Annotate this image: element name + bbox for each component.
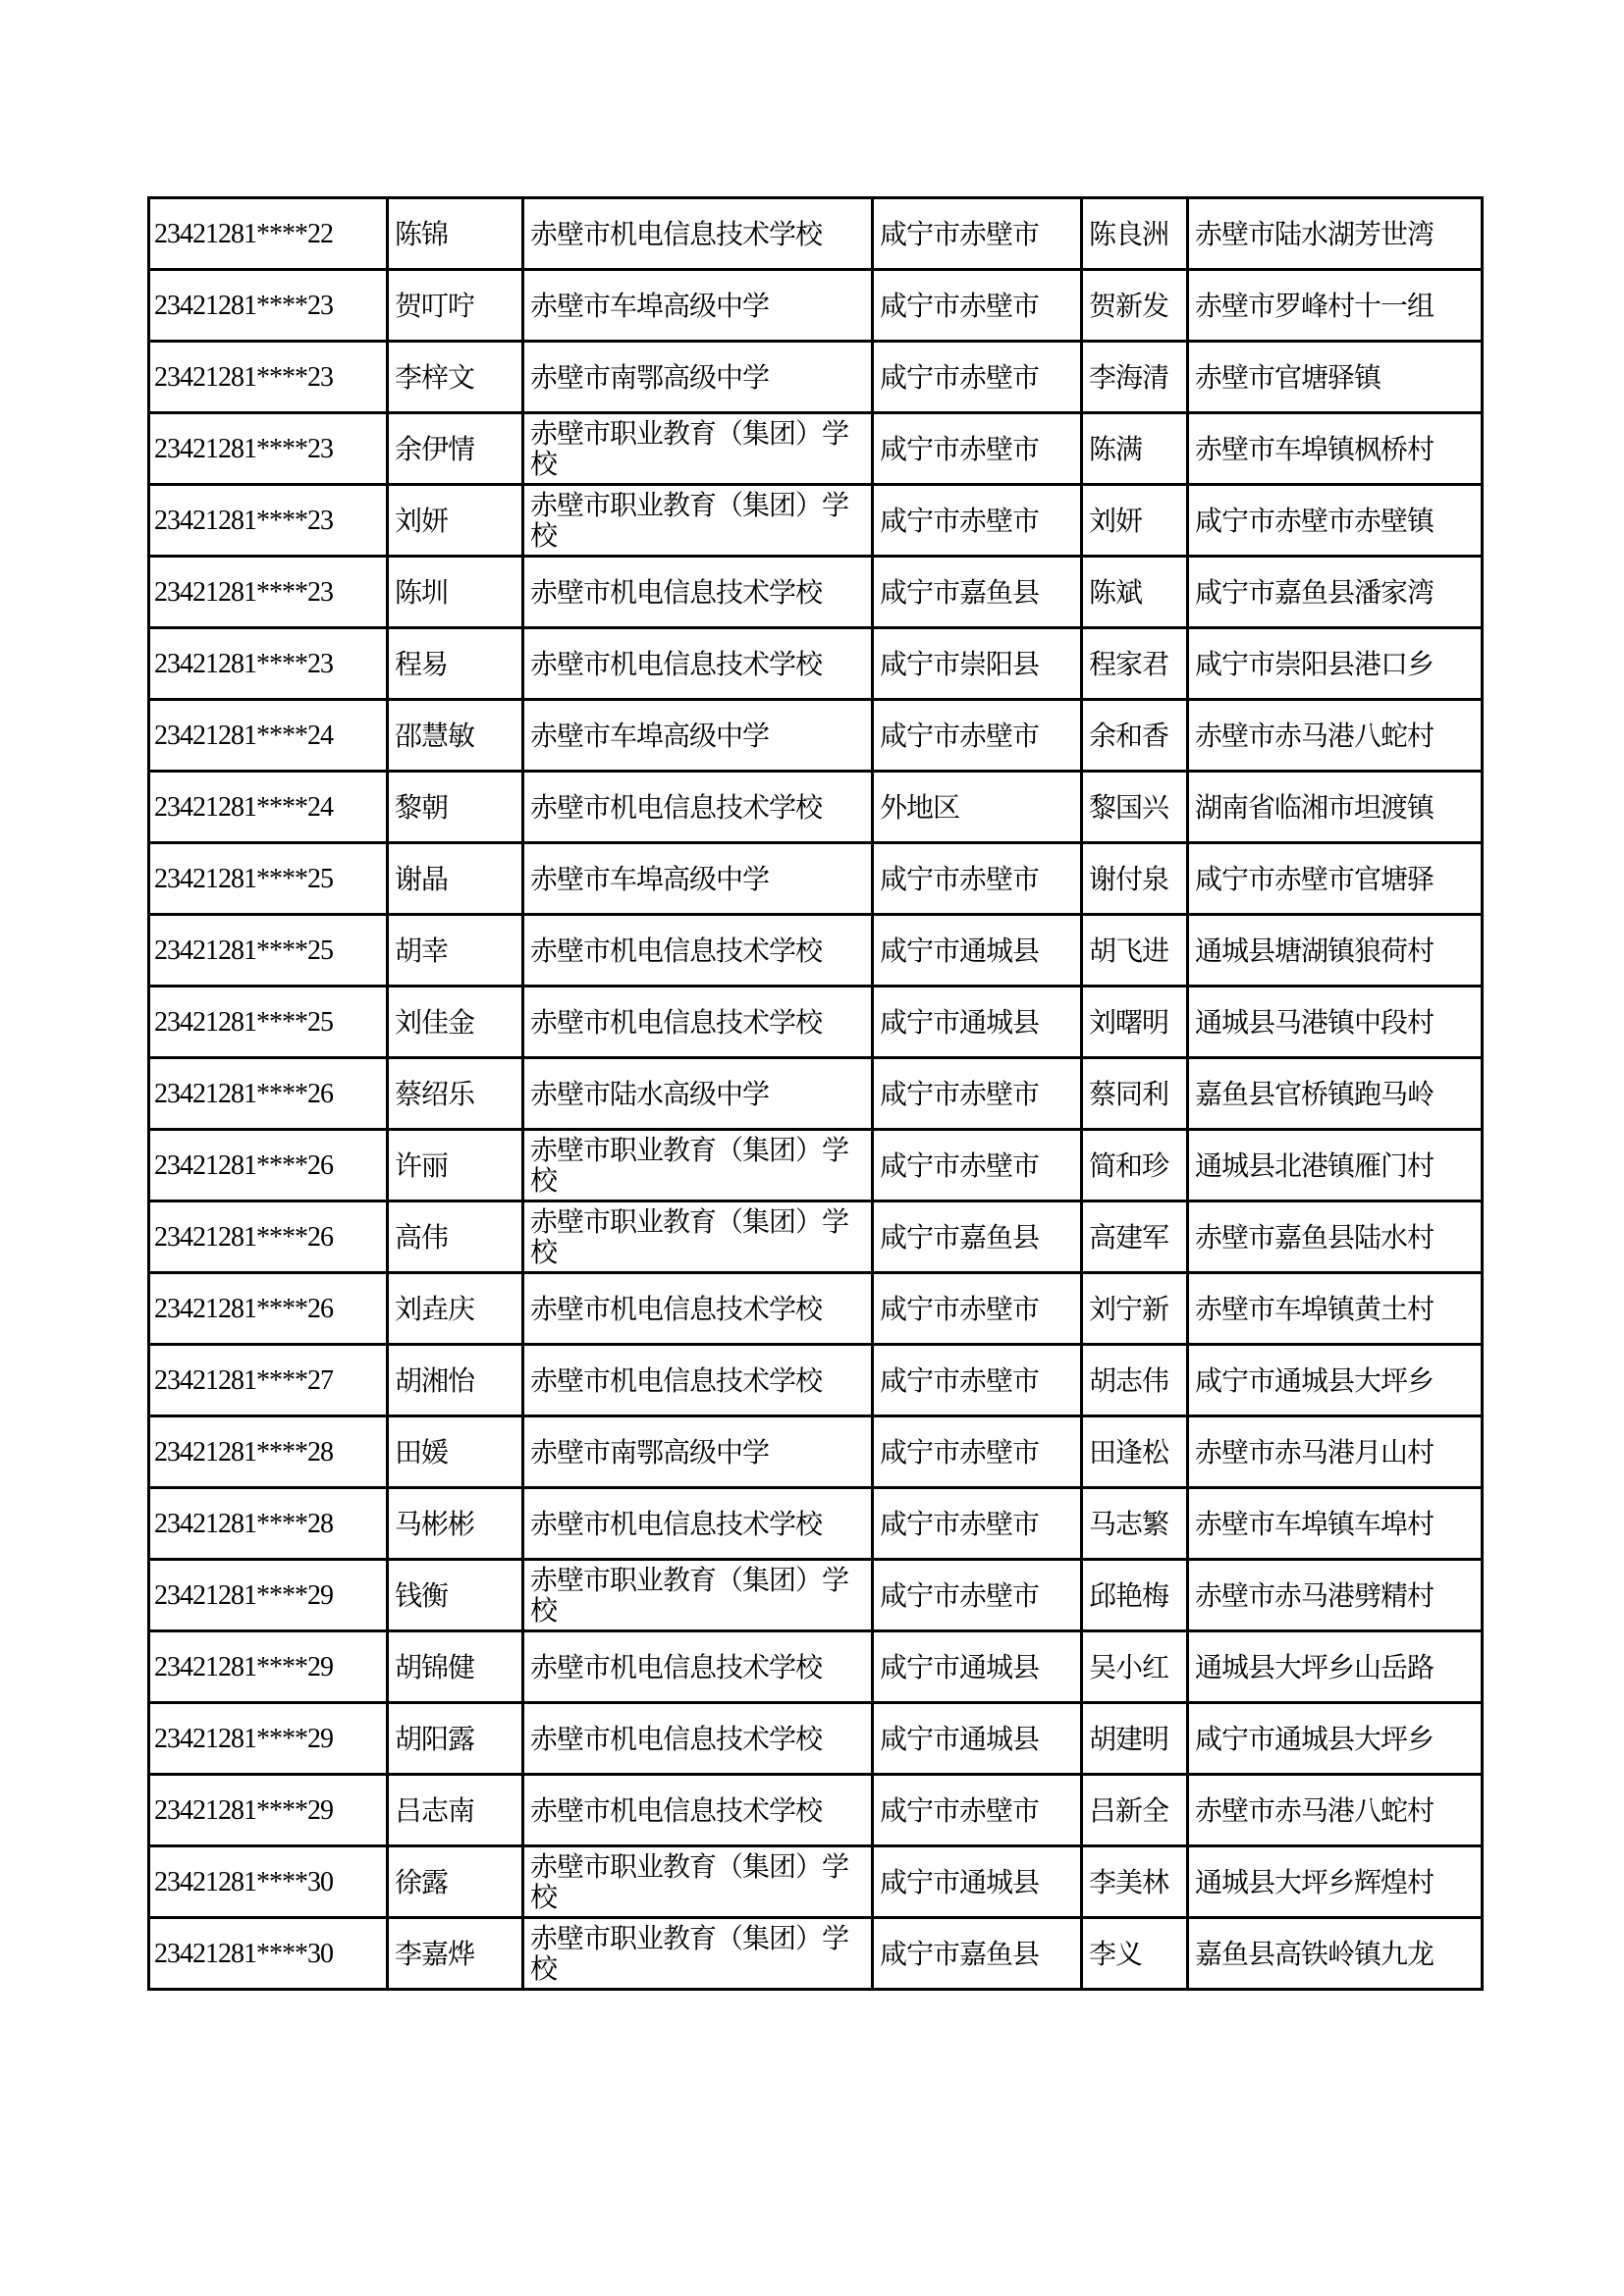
- parent-name-cell: 刘妍: [1082, 485, 1188, 557]
- address-cell: 通城县塘湖镇狼荷村: [1188, 915, 1483, 987]
- school-cell: 赤壁市机电信息技术学校: [523, 1631, 873, 1703]
- table-row: [149, 270, 1483, 342]
- school-cell: 赤壁市职业教育（集团）学校: [523, 413, 873, 485]
- school-cell: 赤壁市陆水高级中学: [523, 1058, 873, 1130]
- table-row: [149, 198, 1483, 270]
- id-cell: 23421281****24: [149, 700, 388, 772]
- parent-name-cell: 贺新发: [1082, 270, 1188, 342]
- parent-name-cell: 吴小红: [1082, 1631, 1188, 1703]
- parent-name-cell: 李海清: [1082, 342, 1188, 413]
- address-cell: 赤壁市陆水湖芳世湾: [1188, 198, 1483, 270]
- address-cell: 嘉鱼县高铁岭镇九龙: [1188, 1918, 1483, 1990]
- school-cell: 赤壁市机电信息技术学校: [523, 1775, 873, 1846]
- student-name-cell: 黎朝: [388, 772, 523, 843]
- table-row: [149, 628, 1483, 700]
- student-name-cell: 刘垚庆: [388, 1273, 523, 1345]
- id-cell: 23421281****23: [149, 342, 388, 413]
- region-cell: 咸宁市赤壁市: [873, 413, 1082, 485]
- school-cell: 赤壁市机电信息技术学校: [523, 628, 873, 700]
- table-row: [149, 1345, 1483, 1416]
- student-name-cell: 胡阳露: [388, 1703, 523, 1775]
- school-cell: 赤壁市车埠高级中学: [523, 700, 873, 772]
- id-cell: 23421281****29: [149, 1631, 388, 1703]
- id-cell: 23421281****30: [149, 1918, 388, 1990]
- student-name-cell: 邵慧敏: [388, 700, 523, 772]
- address-cell: 通城县大坪乡山岳路: [1188, 1631, 1483, 1703]
- school-cell: 赤壁市车埠高级中学: [523, 843, 873, 915]
- region-cell: 咸宁市通城县: [873, 1703, 1082, 1775]
- id-cell: 23421281****25: [149, 843, 388, 915]
- address-cell: 赤壁市车埠镇车埠村: [1188, 1488, 1483, 1560]
- address-cell: 咸宁市通城县大坪乡: [1188, 1703, 1483, 1775]
- address-cell: 赤壁市赤马港八蛇村: [1188, 1775, 1483, 1846]
- parent-name-cell: 吕新全: [1082, 1775, 1188, 1846]
- region-cell: 咸宁市赤壁市: [873, 1416, 1082, 1488]
- school-cell: 赤壁市机电信息技术学校: [523, 1703, 873, 1775]
- id-cell: 23421281****27: [149, 1345, 388, 1416]
- parent-name-cell: 李美林: [1082, 1846, 1188, 1918]
- student-name-cell: 蔡绍乐: [388, 1058, 523, 1130]
- id-cell: 23421281****26: [149, 1058, 388, 1130]
- school-cell: 赤壁市机电信息技术学校: [523, 557, 873, 628]
- parent-name-cell: 蔡同利: [1082, 1058, 1188, 1130]
- school-cell: 赤壁市机电信息技术学校: [523, 772, 873, 843]
- parent-name-cell: 余和香: [1082, 700, 1188, 772]
- parent-name-cell: 刘曙明: [1082, 987, 1188, 1058]
- id-cell: 23421281****28: [149, 1416, 388, 1488]
- id-cell: 23421281****25: [149, 987, 388, 1058]
- region-cell: 咸宁市嘉鱼县: [873, 557, 1082, 628]
- address-cell: 赤壁市赤马港八蛇村: [1188, 700, 1483, 772]
- school-cell: 赤壁市职业教育（集团）学校: [523, 485, 873, 557]
- region-cell: 咸宁市赤壁市: [873, 198, 1082, 270]
- table-row: [149, 843, 1483, 915]
- region-cell: 咸宁市赤壁市: [873, 1345, 1082, 1416]
- parent-name-cell: 田逢松: [1082, 1416, 1188, 1488]
- table-row: [149, 700, 1483, 772]
- address-cell: 赤壁市官塘驿镇: [1188, 342, 1483, 413]
- student-name-cell: 陈锦: [388, 198, 523, 270]
- table-row: [149, 1201, 1483, 1273]
- id-cell: 23421281****25: [149, 915, 388, 987]
- parent-name-cell: 邱艳梅: [1082, 1560, 1188, 1631]
- region-cell: 咸宁市赤壁市: [873, 700, 1082, 772]
- student-table: [147, 196, 1484, 1991]
- id-cell: 23421281****23: [149, 557, 388, 628]
- table-row: [149, 1488, 1483, 1560]
- region-cell: 咸宁市通城县: [873, 1846, 1082, 1918]
- student-name-cell: 程易: [388, 628, 523, 700]
- student-name-cell: 钱衡: [388, 1560, 523, 1631]
- table-row: [149, 1560, 1483, 1631]
- parent-name-cell: 胡建明: [1082, 1703, 1188, 1775]
- id-cell: 23421281****23: [149, 485, 388, 557]
- school-cell: 赤壁市职业教育（集团）学校: [523, 1201, 873, 1273]
- parent-name-cell: 胡飞进: [1082, 915, 1188, 987]
- table-row: [149, 485, 1483, 557]
- id-cell: 23421281****28: [149, 1488, 388, 1560]
- student-name-cell: 刘佳金: [388, 987, 523, 1058]
- id-cell: 23421281****23: [149, 270, 388, 342]
- table-row: [149, 915, 1483, 987]
- parent-name-cell: 胡志伟: [1082, 1345, 1188, 1416]
- school-cell: 赤壁市职业教育（集团）学校: [523, 1918, 873, 1990]
- address-cell: 咸宁市赤壁市官塘驿: [1188, 843, 1483, 915]
- table-row: [149, 1703, 1483, 1775]
- parent-name-cell: 黎国兴: [1082, 772, 1188, 843]
- table-row: [149, 1918, 1483, 1990]
- id-cell: 23421281****29: [149, 1560, 388, 1631]
- table-row: [149, 772, 1483, 843]
- parent-name-cell: 刘宁新: [1082, 1273, 1188, 1345]
- school-cell: 赤壁市职业教育（集团）学校: [523, 1560, 873, 1631]
- region-cell: 咸宁市通城县: [873, 1631, 1082, 1703]
- student-name-cell: 胡锦健: [388, 1631, 523, 1703]
- school-cell: 赤壁市南鄂高级中学: [523, 342, 873, 413]
- parent-name-cell: 程家君: [1082, 628, 1188, 700]
- address-cell: 咸宁市赤壁市赤壁镇: [1188, 485, 1483, 557]
- address-cell: 咸宁市通城县大坪乡: [1188, 1345, 1483, 1416]
- table-row: [149, 1058, 1483, 1130]
- parent-name-cell: 陈满: [1082, 413, 1188, 485]
- id-cell: 23421281****29: [149, 1775, 388, 1846]
- address-cell: 赤壁市罗峰村十一组: [1188, 270, 1483, 342]
- table-row: [149, 1130, 1483, 1201]
- id-cell: 23421281****23: [149, 628, 388, 700]
- id-cell: 23421281****24: [149, 772, 388, 843]
- region-cell: 咸宁市崇阳县: [873, 628, 1082, 700]
- school-cell: 赤壁市机电信息技术学校: [523, 1345, 873, 1416]
- student-name-cell: 陈圳: [388, 557, 523, 628]
- region-cell: 咸宁市赤壁市: [873, 270, 1082, 342]
- region-cell: 外地区: [873, 772, 1082, 843]
- student-name-cell: 余伊情: [388, 413, 523, 485]
- table-row: [149, 557, 1483, 628]
- address-cell: 赤壁市车埠镇黄土村: [1188, 1273, 1483, 1345]
- id-cell: 23421281****22: [149, 198, 388, 270]
- student-name-cell: 刘妍: [388, 485, 523, 557]
- region-cell: 咸宁市赤壁市: [873, 485, 1082, 557]
- student-name-cell: 胡湘怡: [388, 1345, 523, 1416]
- region-cell: 咸宁市赤壁市: [873, 1560, 1082, 1631]
- region-cell: 咸宁市通城县: [873, 915, 1082, 987]
- school-cell: 赤壁市南鄂高级中学: [523, 1416, 873, 1488]
- student-name-cell: 胡幸: [388, 915, 523, 987]
- id-cell: 23421281****26: [149, 1130, 388, 1201]
- parent-name-cell: 李义: [1082, 1918, 1188, 1990]
- student-name-cell: 谢晶: [388, 843, 523, 915]
- student-name-cell: 吕志南: [388, 1775, 523, 1846]
- student-name-cell: 许丽: [388, 1130, 523, 1201]
- address-cell: 赤壁市赤马港劈精村: [1188, 1560, 1483, 1631]
- parent-name-cell: 陈斌: [1082, 557, 1188, 628]
- table-row: [149, 1631, 1483, 1703]
- student-name-cell: 田媛: [388, 1416, 523, 1488]
- school-cell: 赤壁市职业教育（集团）学校: [523, 1846, 873, 1918]
- address-cell: 通城县北港镇雁门村: [1188, 1130, 1483, 1201]
- student-name-cell: 李梓文: [388, 342, 523, 413]
- school-cell: 赤壁市机电信息技术学校: [523, 987, 873, 1058]
- region-cell: 咸宁市赤壁市: [873, 843, 1082, 915]
- region-cell: 咸宁市赤壁市: [873, 1488, 1082, 1560]
- address-cell: 通城县马港镇中段村: [1188, 987, 1483, 1058]
- address-cell: 赤壁市赤马港月山村: [1188, 1416, 1483, 1488]
- id-cell: 23421281****23: [149, 413, 388, 485]
- table-row: [149, 413, 1483, 485]
- id-cell: 23421281****26: [149, 1273, 388, 1345]
- table-row: [149, 342, 1483, 413]
- table-row: [149, 1775, 1483, 1846]
- address-cell: 咸宁市崇阳县港口乡: [1188, 628, 1483, 700]
- table-row: [149, 987, 1483, 1058]
- parent-name-cell: 陈良洲: [1082, 198, 1188, 270]
- table-row: [149, 1846, 1483, 1918]
- id-cell: 23421281****26: [149, 1201, 388, 1273]
- region-cell: 咸宁市通城县: [873, 987, 1082, 1058]
- parent-name-cell: 马志繁: [1082, 1488, 1188, 1560]
- address-cell: 通城县大坪乡辉煌村: [1188, 1846, 1483, 1918]
- region-cell: 咸宁市嘉鱼县: [873, 1201, 1082, 1273]
- address-cell: 赤壁市嘉鱼县陆水村: [1188, 1201, 1483, 1273]
- region-cell: 咸宁市嘉鱼县: [873, 1918, 1082, 1990]
- id-cell: 23421281****30: [149, 1846, 388, 1918]
- parent-name-cell: 谢付泉: [1082, 843, 1188, 915]
- school-cell: 赤壁市职业教育（集团）学校: [523, 1130, 873, 1201]
- region-cell: 咸宁市赤壁市: [873, 342, 1082, 413]
- region-cell: 咸宁市赤壁市: [873, 1273, 1082, 1345]
- parent-name-cell: 简和珍: [1082, 1130, 1188, 1201]
- address-cell: 赤壁市车埠镇枫桥村: [1188, 413, 1483, 485]
- table-row: [149, 1416, 1483, 1488]
- parent-name-cell: 高建军: [1082, 1201, 1188, 1273]
- school-cell: 赤壁市车埠高级中学: [523, 270, 873, 342]
- student-name-cell: 徐露: [388, 1846, 523, 1918]
- student-name-cell: 李嘉烨: [388, 1918, 523, 1990]
- address-cell: 湖南省临湘市坦渡镇: [1188, 772, 1483, 843]
- student-name-cell: 高伟: [388, 1201, 523, 1273]
- address-cell: 咸宁市嘉鱼县潘家湾: [1188, 557, 1483, 628]
- region-cell: 咸宁市赤壁市: [873, 1130, 1082, 1201]
- region-cell: 咸宁市赤壁市: [873, 1058, 1082, 1130]
- table-row: [149, 1273, 1483, 1345]
- region-cell: 咸宁市赤壁市: [873, 1775, 1082, 1846]
- id-cell: 23421281****29: [149, 1703, 388, 1775]
- school-cell: 赤壁市机电信息技术学校: [523, 1273, 873, 1345]
- address-cell: 嘉鱼县官桥镇跑马岭: [1188, 1058, 1483, 1130]
- school-cell: 赤壁市机电信息技术学校: [523, 915, 873, 987]
- school-cell: 赤壁市机电信息技术学校: [523, 1488, 873, 1560]
- student-name-cell: 贺叮咛: [388, 270, 523, 342]
- school-cell: 赤壁市机电信息技术学校: [523, 198, 873, 270]
- student-name-cell: 马彬彬: [388, 1488, 523, 1560]
